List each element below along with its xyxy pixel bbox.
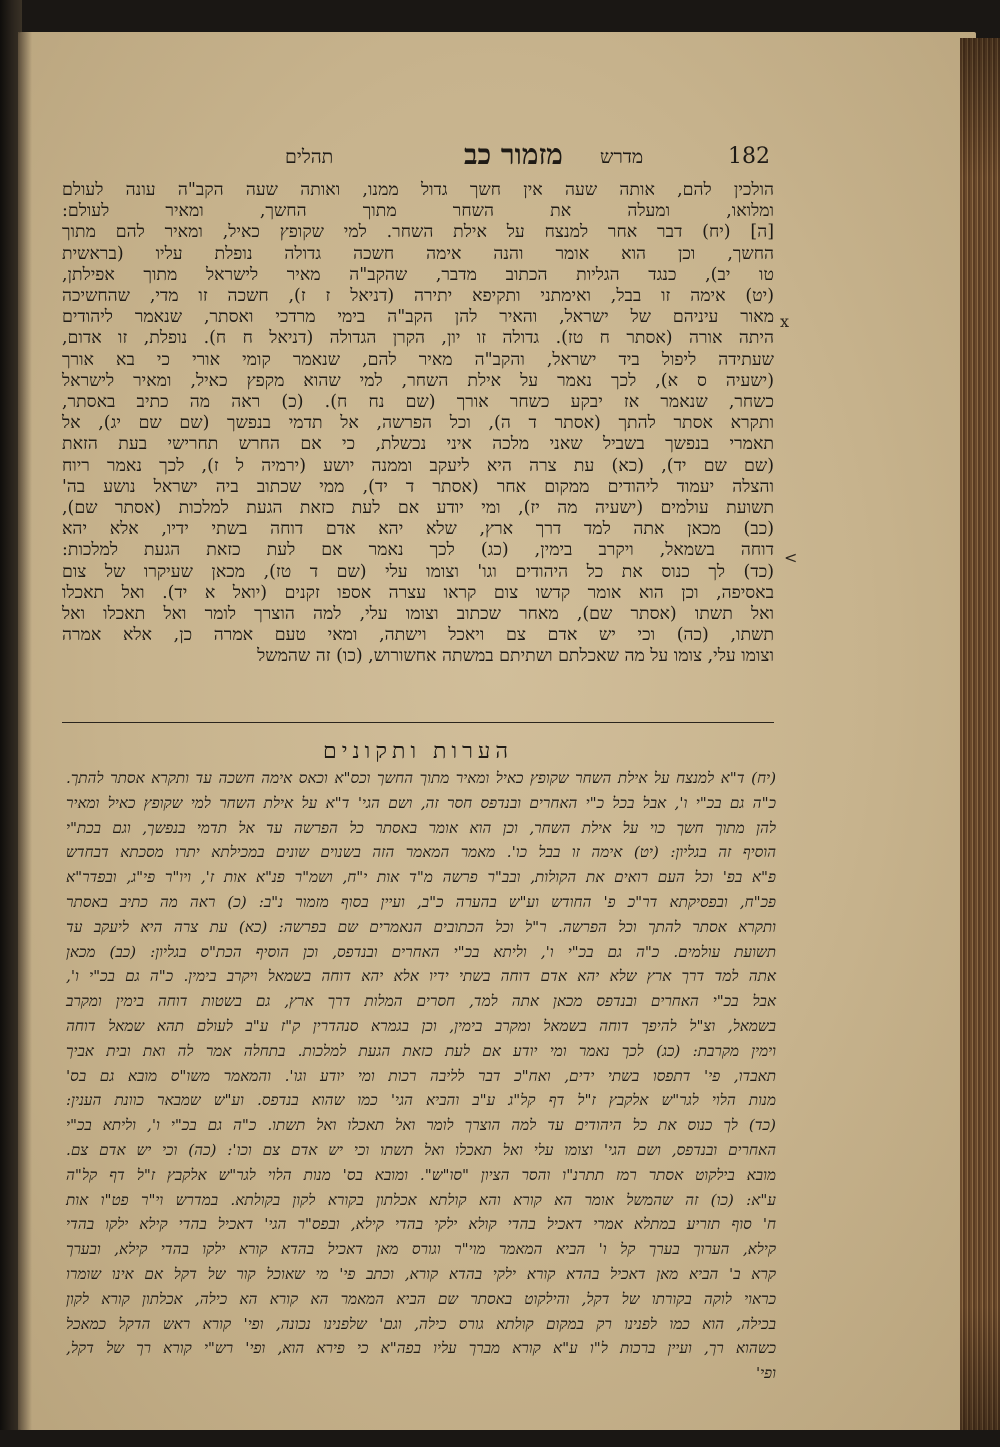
note-text-line: ע"א: (כו) זה שהמשל אומר הא קורא והא קולתא אכלתון בקורא לקון בקולתא. במדרש וי"ר פט"ו אות xyxy=(66,1190,776,1209)
note-text-line: (יח) ד"א למנצח על אילת השחר שקופץ כאיל ומאיר מתוך החשך וכס"א וכאס אימה חשכה עד ותקרא אסתר להתך. xyxy=(66,769,776,787)
main-text-line: כשחר, שנאמר אז יבקע כשחר אורך (שם נח ח). (כ) ראה מה כתיב באסתר, xyxy=(62,392,774,413)
margin-mark: x xyxy=(780,312,790,331)
main-text-block xyxy=(62,180,774,700)
main-text-line: ומלואו, ומעלה את השחר מתוך החשך, ומאיר לעולם: xyxy=(62,201,774,222)
note-text-line: תאבדו, פי' דתפסו בשתי ידים, ואח"כ דבר לליבה רכות ומי יודע וגו'. והמאמר משו"ס מובא גם בס' xyxy=(66,1066,776,1085)
note-text-line: אתה למד דרך ארץ שלא יהא אדם דוחה בשתי ידיו אלא יהא דוחה בשמאל ויקרב בימין. כ"ה גם בכ"י ו', xyxy=(66,967,776,986)
main-text-line: באסיפה, וכן הוא אומר קדשו צום קראו עצרה אספו זקנים (יואל א יד). ואל תאכלו xyxy=(62,582,774,603)
note-text-line: להן מתוך חשך כוי על אילת השחר, וכן הוא אומר באסתר כל הפרשה עד אל תדמי בנפשך, וגם בכת"י xyxy=(66,818,776,837)
main-text-line: וצומו עלי, צומו על מה שאכלתם ושתיתם במשתה אחשורוש, (כו) זה שהמשל xyxy=(257,646,774,667)
main-text-line: מאור עיניהם של ישראל, והאיר להן הקב"ה בימי מרדכי ואסתר, שנאמר ליהודים xyxy=(62,307,774,328)
note-text-line: הוסיף זה בגליון: (יט) אימה זו בבל כו'. מאמר המאמר הזה בשנוים שונים במכילתא יתרו מסכתא דבחדש xyxy=(66,843,776,862)
page-edges-stack xyxy=(960,38,1000,1447)
main-text-line: החשך, וכן הוא אומר והנה אימה חשכה גדולה נופלת עליו (בראשית xyxy=(62,243,774,264)
main-text-line: היתה אורה (אסתר ח טז). גדולה זו יון, הקרן הגדולה (דניאל ח ח). נופלת, זו אדום, xyxy=(62,328,774,349)
note-text-line: בכילה, הוא כמו לפנינו רק במקום קולתא גורס כילה, וגם' שלפנינו נכונה, ופי' קורא ראש הדקל כמאכל xyxy=(66,1314,776,1333)
main-text-line: (יט) אימה זו בבל, ואימתני ותקיפא יתירה (דניאל ז ז), חשכה זו מדי, שהחשיכה xyxy=(62,286,774,307)
main-text-line: תאמרי בנפשך בשביל שאני מלכה איני נכשלת, כי אם החרש תחרישי בעת הזאת xyxy=(62,434,774,455)
main-text-line: טו יב), כנגד הגליות הכתוב מדבר, שהקב"ה מאיר לישראל מתוך אפילתן, xyxy=(62,264,774,285)
main-text-line: והצלה יעמוד ליהודים ממקום אחר (אסתר ד יד), ממי שכתוב ביה ישראל נושע בה' xyxy=(62,476,774,497)
main-text-line: שעתידה ליפול ביד ישראל, והקב"ה מאיר להם, שנאמר קומי אורי כי בא אורך xyxy=(62,349,774,370)
note-text-line: תשועת עולמים. כ"ה גם בכ"י ו', וליתא בכ"י האחרים ובנדפס, וכן הוסיף הכת"ס בגליון: (כב) מכאן xyxy=(66,942,776,961)
note-text-line: ופי' xyxy=(755,1364,776,1383)
main-text-line: (שם שם יד), (כא) עת צרה היא ליעקב וממנה יושע (ירמיה ל ז), לכך נאמר ריוח xyxy=(62,455,774,476)
note-text-line: קילא, הערוך בערך קל ו' הביא המאמר מוי"ר וגורס מאן דאכיל בהדא קורא ילקו בהדי קילא, ובערך xyxy=(66,1240,776,1259)
note-text-line: האחרים ובנדפס, ושם הגי' וצומו עלי ואל תאכלו ואל תשתו וכי יש אדם צם וכו': (כה) וכי יש אדם צם. xyxy=(66,1140,776,1159)
main-text-line: (כב) מכאן אתה למד דרך ארץ, שלא יהא אדם דוחה בשתי ידיו, אלא יהא xyxy=(62,519,774,540)
main-text-line: תשועת עולמים (ישעיה מה יז), ומי יודע אם לעת כזאת הגעת למלכות (אסתר שם), xyxy=(62,498,774,519)
note-text-line: אבל בכ"י האחרים ובנדפס מכאן אתה למד, חסרים המלות דרך ארץ, גם בשטות דוחה בימין ומקרב xyxy=(66,992,776,1011)
notes-text-block xyxy=(66,766,776,1383)
notes-heading: הערות ותקונים xyxy=(322,739,514,764)
header-psalm-title: מזמור כב xyxy=(464,138,563,171)
note-text-line: פכ"ח, ובפסיקתא דר"כ פ' החודש וע"ש בהערה כ"ב, ועיין בסוף מזמור נ"ב: (כ) ראה מה כתיב באסתר xyxy=(66,892,776,911)
margin-mark: < xyxy=(784,548,798,567)
main-text-line: [ה] (יח) דבר אחר למנצח על אילת השחר. למי שקופץ כאיל, ומאיר להם מתוך xyxy=(62,222,774,243)
separator-rule xyxy=(62,722,774,723)
main-text-line: ותקרא אסתר להתך (אסתר ד ה), וכל הפרשה, אל תדמי בנפשך (שם שם יג), אל xyxy=(62,413,774,434)
background-bottom xyxy=(0,1430,1000,1447)
page-gutter-shadow xyxy=(18,32,32,1430)
main-text-line: הולכין להם, אותה שעה אין חשך גדול ממנו, ואותה שעה הקב"ה עונה לעולם xyxy=(62,180,774,200)
main-text-line: (כד) לך כנוס את כל היהודים וגו' וצומו עלי (שם ד טז), מכאן שעיקרו של צום xyxy=(62,561,774,582)
main-text-line: דוחה בשמאל, ויקרב בימין, (כג) לכך נאמר אם לעת כזאת הגעת למלכות: xyxy=(62,540,774,561)
note-text-line: כראוי לוקה בקורתו של דקל, והילקוט באסתר שם הביא המאמר הא קורא הא כילה, אכלתון קורא לקון xyxy=(66,1289,776,1308)
note-text-line: מובא בילקוט אסתר רמז תתרנ"ו והסר הציון "סו"ש". ומובא בס' מנות הלוי לגר"ש אלקבץ ז"ל דף קל"ה xyxy=(66,1165,776,1184)
note-text-line: (כד) לך כנוס את כל היהודים עד למה הוצרך לומר ואל תאכלו ואל תשתו. כ"ה גם בכ"י ו', וליתא בכ"י xyxy=(66,1116,776,1135)
note-text-line: פ"א בפ' וכל העם רואים את הקולות, ובב"ר פרשה מ"ד אות י"ח, ושמ"ר פנ"א אות ז', ויו"ר פי"ג, ובפדר"א xyxy=(66,868,776,887)
page-number: 182 xyxy=(728,144,770,169)
note-text-line: ותקרא אסתר להתך וכל הפרשה. ר"ל וכל הכתובים הנאמרים שם בפרשה: (כא) עת צרה היא ליעקב עד xyxy=(66,917,776,936)
main-text-line: (ישעיה ס א), לכך נאמר על אילת השחר, למי שהוא מקפץ כאיל, ומאיר לישראל xyxy=(62,370,774,391)
running-header xyxy=(80,140,770,174)
note-text-line: כשהוא רך, ועיין ברכות ל"ו ע"א קורא מברך עליו בפה"א כי פירא הוא, ופי' רש"י קורא רך של דקל, xyxy=(66,1339,776,1358)
main-text-line: תשתו, (כה) וכי יש אדם צם ויאכל וישתה, ומאי טעם אמרה כן, אלא אמרה xyxy=(62,625,774,646)
note-text-line: ח' סוף תזריע במתלא אמרי דאכיל בהדי קולא ילקי בהדי קילא, ובפס"ר הגי' דאכיל בהדי קילא ילקו בהדי xyxy=(66,1215,776,1234)
note-text-line: וימין מקרבת: (כג) לכך נאמר ומי יודע אם לעת כזאת הגעת למלכות. בתחלה אמר לה ואת ובית אביך xyxy=(66,1041,776,1060)
note-text-line: קרא ב' הביא מאן דאכיל בהדא קורא ילקי בהדא קורא, וכתב פי' מי שאוכל קור של דקל אם אינו שומרו xyxy=(66,1264,776,1283)
note-text-line: כ"ה גם בכ"י ו', אבל בכל כ"י האחרים ובנדפס חסר זה, ושם הגי' ד"א על אילת השחר למי שקופץ כאיל ומאיר xyxy=(66,793,776,812)
header-midrash-label: מדרש xyxy=(600,146,644,168)
header-book-label: תהלים xyxy=(285,146,334,168)
main-text-line: ואל תשתו (אסתר שם), מאחר שכתוב וצומו עלי, למה הוצרך לומר ואל תאכלו ואל xyxy=(62,604,774,625)
note-text-line: בשמאל, וצ"ל להיפך דוחה בשמאל ומקרב בימין, וכן בגמרא סנהדרין ק"ז ע"ב לעולם תהא שמאל דוחה xyxy=(66,1016,776,1035)
note-text-line: מנות הלוי לגר"ש אלקבץ ז"ל דף קל"ג ע"ב והביא הגי' כמו שהוא בנדפס. וע"ש שמבאר כוונת הענין: xyxy=(66,1091,776,1110)
